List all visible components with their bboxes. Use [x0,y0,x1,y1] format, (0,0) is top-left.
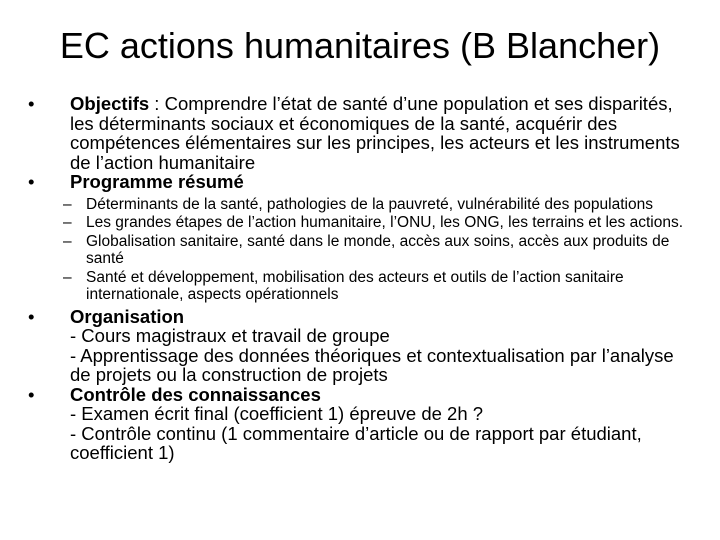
sub-bullet-text: Santé et développement, mobilisation des acteurs et outils de l’action sanitaire internationale, aspects opérationnels [86,268,624,303]
dash-icon: – [63,268,72,286]
dash-icon: – [63,214,72,231]
slide-content [28,94,698,463]
sub-bullet-text: Globalisation sanitaire, santé dans le monde, accès aux soins, accès aux produits de santé [86,232,670,267]
bullet-line: - Examen écrit final (coefficient 1) épreuve de 2h ? [70,403,484,424]
bullet-objectifs [28,94,698,172]
bullet-heading: Programme résumé [70,171,244,192]
bullet-icon: • [28,305,35,327]
bullet-programme [28,172,698,192]
bullet-icon: • [28,171,35,192]
bullet-line: - Apprentissage des données théoriques et contextualisation par l’analyse de projets ou la construction de projets [70,344,674,385]
programme-sublist [28,196,698,304]
bullet-heading: Objectifs [70,93,150,114]
bullet-heading: Contrôle des connaissances [70,383,321,405]
sub-bullet [28,269,698,304]
sub-bullet [28,214,698,232]
sub-bullet [28,196,698,214]
dash-icon: – [63,232,72,250]
sub-bullet-text: Déterminants de la santé, pathologies de la pauvreté, vulnérabilité des populations [86,195,653,213]
dash-icon: – [63,195,72,213]
sub-bullet-text: Les grandes étapes de l’action humanitaire, l’ONU, les ONG, les terrains et les actions. [86,214,684,231]
bullet-line: - Contrôle continu (1 commentaire d’article ou de rapport par étudiant, coefficient 1) [70,422,642,463]
bullet-text: : Comprendre l’état de santé d’une population et ses disparités, les déterminants sociaux et économiques de la santé, acquérir des compétences élémentaires sur les principes, les acteurs et les instruments de l’action humanitaire [70,93,680,173]
slide-title: EC actions humanitaires (B Blancher) [59,25,661,66]
sub-bullet [28,233,698,268]
bullet-controle [28,385,698,463]
bullet-icon: • [28,383,35,405]
bullet-line: - Cours magistraux et travail de groupe [70,325,390,346]
bullet-organisation [28,307,698,385]
bullet-icon: • [28,93,35,114]
bullet-heading: Organisation [70,305,185,327]
